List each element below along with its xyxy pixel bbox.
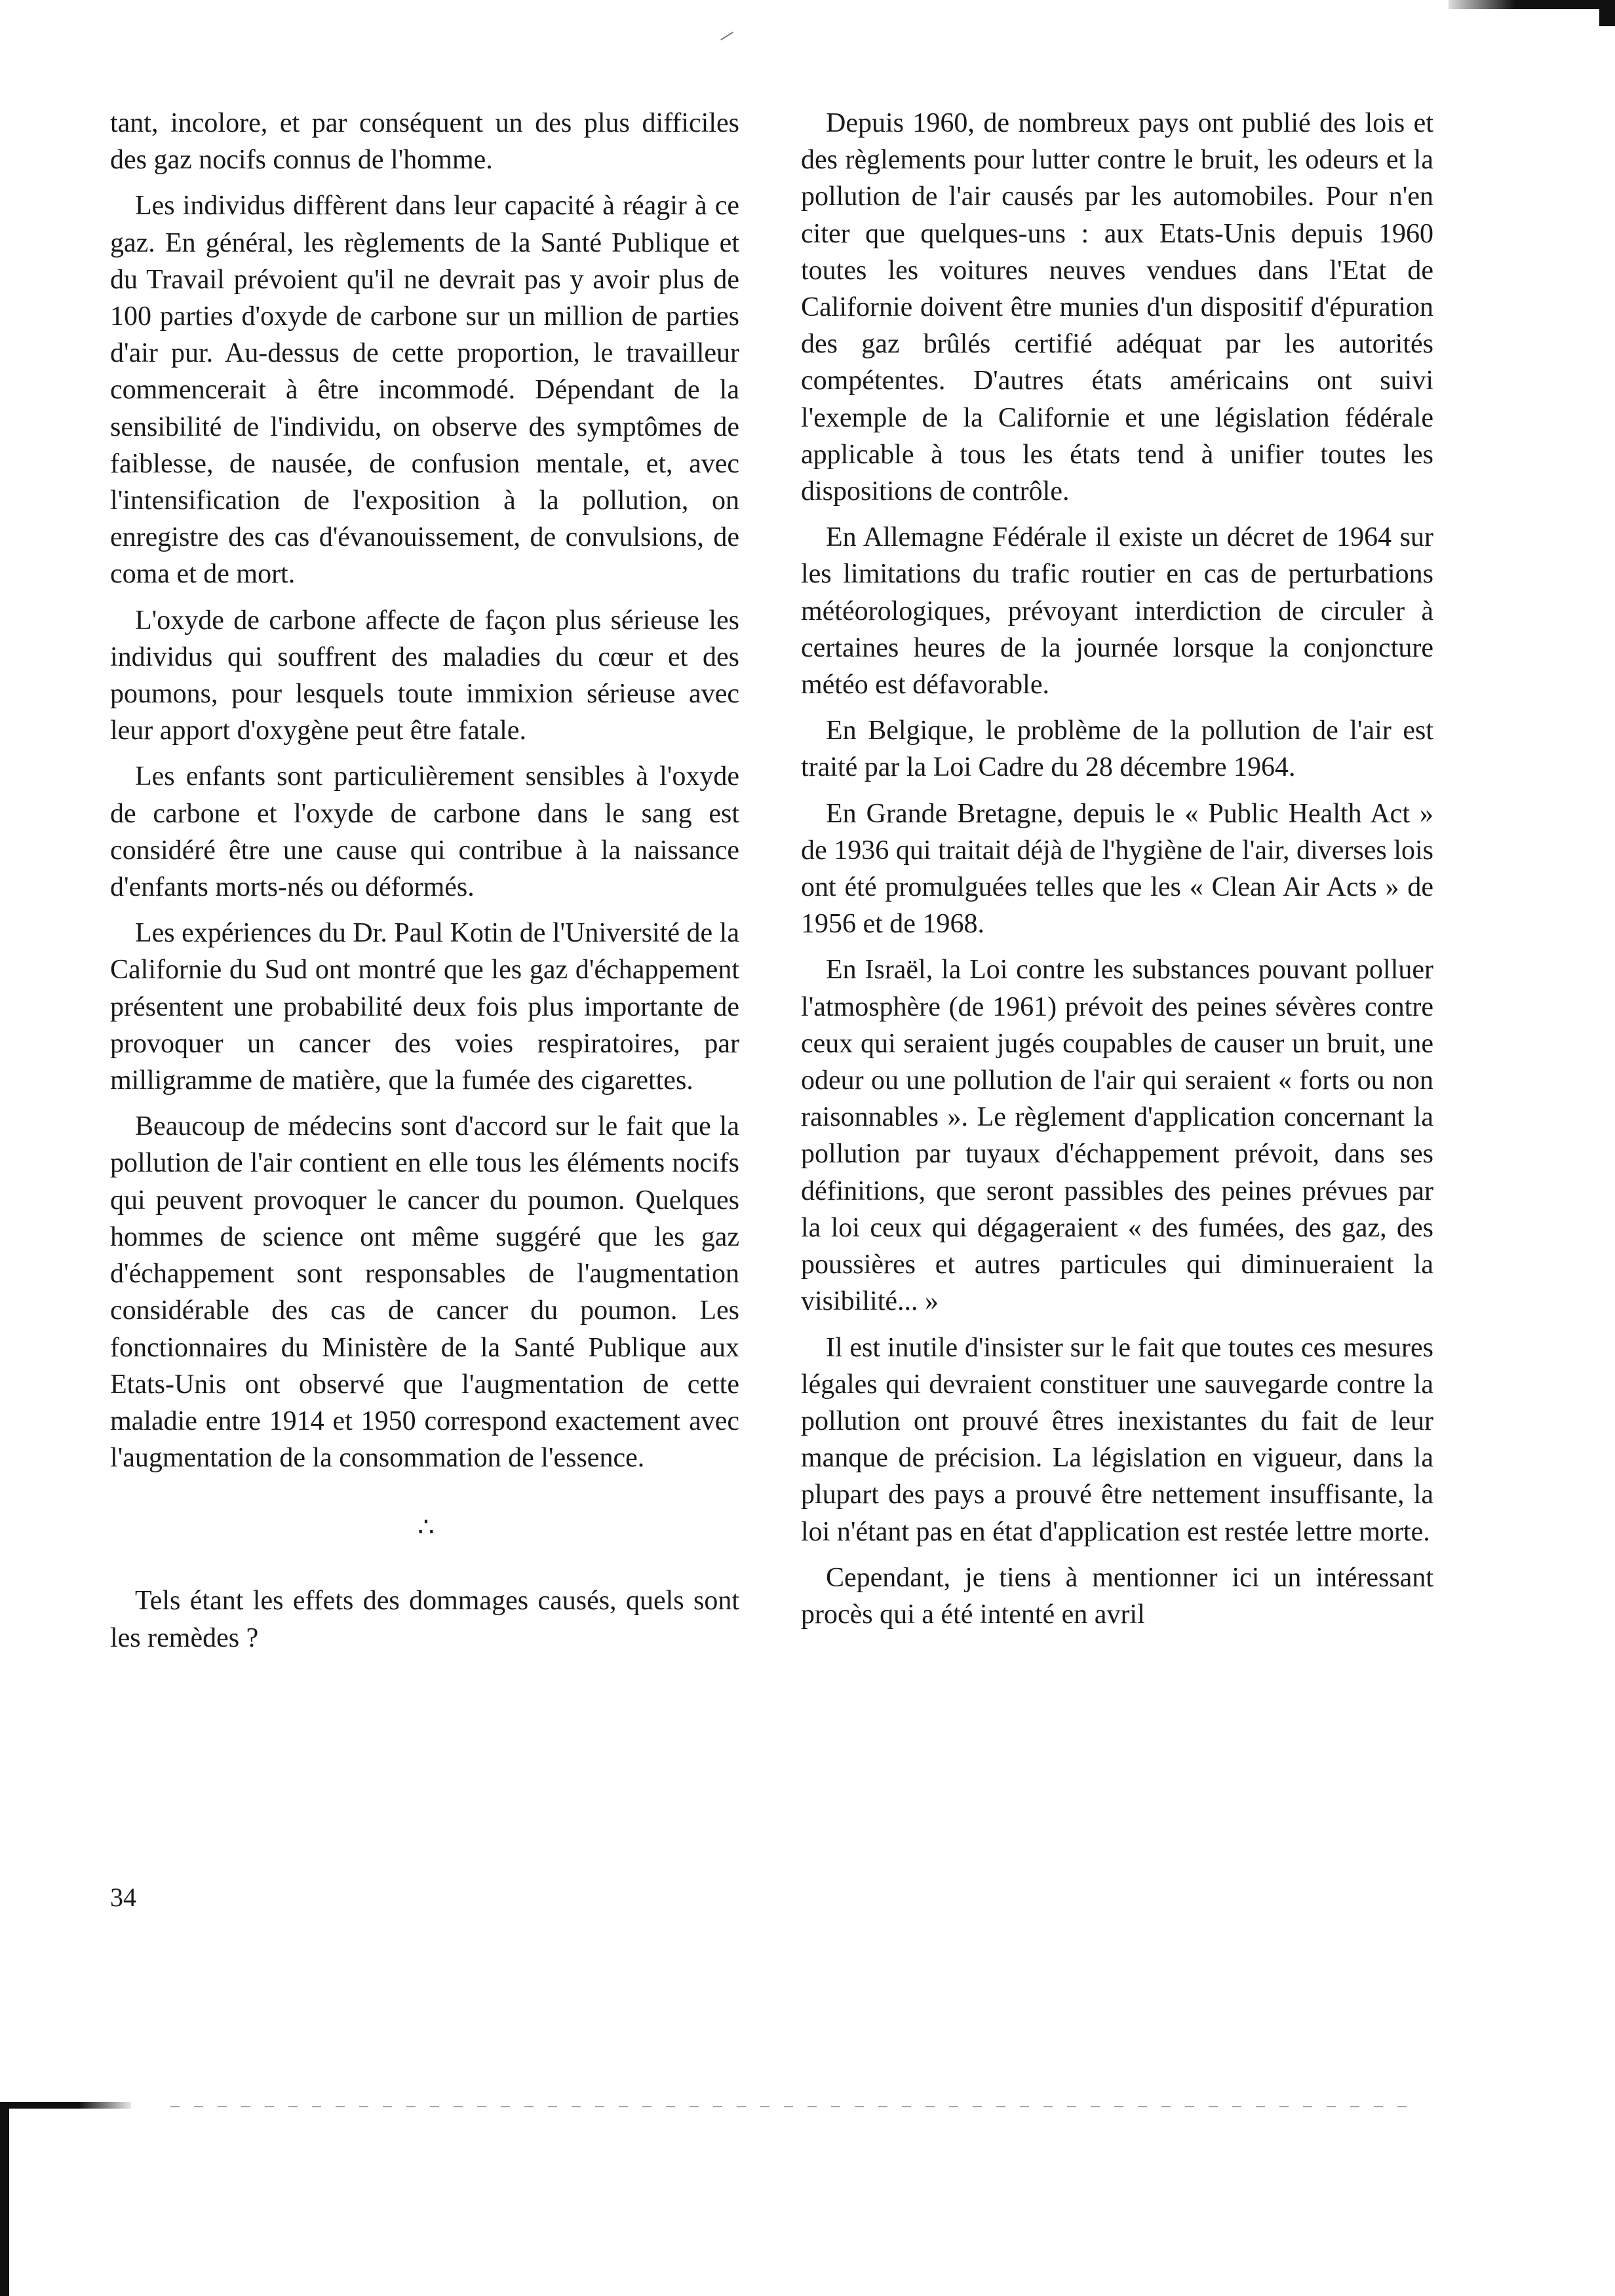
right-column — [801, 105, 1433, 1642]
paragraph: Il est inutile d'insister sur le fait que toutes ces mesures légales qui devraient constituer une sauvegarde contre la pollution ont prouvé êtres inexistantes du fait de leur manque de précision. La législation en vigueur, dans la plupart des pays a prouvé être nettement insuffisante, la loi n'étant pas en état d'application est restée lettre morte. — [801, 1332, 1433, 1547]
paragraph: En Grande Bretagne, depuis le « Public Health Act » de 1936 qui traitait déjà de l'hygiène de l'air, diverses lois ont été promulguées telles que les « Clean Air Acts » de 1956 et de 1968. — [801, 798, 1433, 940]
page-number: 34 — [110, 1883, 136, 1912]
scan-edge-top-right-vertical — [1599, 0, 1615, 26]
scan-edge-bottom-left-horizontal — [0, 2102, 131, 2109]
paragraph: Les individus diffèrent dans leur capacité à réagir à ce gaz. En général, les règlements de la Santé Publique et du Travail prévoient qu'il ne devrait pas y avoir plus de 100 parties d'oxyde de carbone sur un million de parties d'air pur. Au-dessus de cette proportion, le travailleur commencerait à être incommodé. Dépendant de la sensibilité de l'individu, on observe des symptômes de faiblesse, de nausée, de confusion mentale, et, avec l'intensification de l'exposition à la pollution, on enregistre des cas d'évanouissement, de convulsions, de coma et de mort. — [110, 191, 739, 590]
paragraph: Beaucoup de médecins sont d'accord sur le fait que la pollution de l'air contient en elle tous les éléments nocifs qui peuvent provoquer le cancer du poumon. Quelques hommes de science ont même suggéré que les gaz d'échappement sont responsables de l'augmentation considérable des cas de cancer du poumon. Les fonctionnaires du Ministère de la Santé Publique aux Etats-Unis ont observé que l'augmentation de cette maladie entre 1914 et 1950 correspond exactement avec l'augmentation de la consommation de l'essence. — [110, 1111, 739, 1474]
scan-mark-top — [720, 31, 733, 40]
section-separator: ∴ — [418, 1512, 432, 1542]
paragraph: Tels étant les effets des dommages causés, quels sont les remèdes ? — [110, 1586, 739, 1653]
scan-dotted-line-bottom — [170, 2106, 1416, 2107]
paragraph: Depuis 1960, de nombreux pays ont publié des lois et des règlements pour lutter contre le bruit, les odeurs et la pollution de l'air causés par les automobiles. Pour n'en citer que quelques-uns : aux Etats-Unis depuis 1960 toutes les voitures neuves vendues dans l'Etat de Californie doivent être munies d'un dispositif d'épuration des gaz brûlés certifié adéquat par les autorités compétentes. D'autres états américains ont suivi l'exemple de la Californie et une législation fédérale applicable à tous les états tend à unifier toutes les dispositions de contrôle. — [801, 108, 1433, 507]
paragraph: Cependant, je tiens à mentionner ici un intéressant procès qui a été intenté en avril — [801, 1562, 1433, 1630]
scan-edge-bottom-left — [0, 2102, 9, 2296]
paragraph: tant, incolore, et par conséquent un des plus difficiles des gaz nocifs connus de l'homme. — [110, 108, 739, 176]
scan-edge-top-right — [1449, 0, 1615, 9]
paragraph: Les expériences du Dr. Paul Kotin de l'Université de la Californie du Sud ont montré que les gaz d'échappement présentent une probabilité deux fois plus importante de provoquer un cancer des voies respiratoires, par milligramme de matière, que la fumée des cigarettes. — [110, 918, 739, 1096]
paragraph: L'oxyde de carbone affecte de façon plus sérieuse les individus qui souffrent des maladies du cœur et des poumons, pour lesquels toute immixion sérieuse avec leur apport d'oxygène peut être fatale. — [110, 605, 739, 746]
paragraph: En Allemagne Fédérale il existe un décret de 1964 sur les limitations du trafic routier en cas de perturbations météorologiques, prévoyant interdiction de circuler à certaines heures de la journée lorsque la conjoncture météo est défavorable. — [801, 522, 1433, 700]
left-column — [110, 105, 739, 1666]
paragraph: En Israël, la Loi contre les substances pouvant polluer l'atmosphère (de 1961) prévoit des peines sévères contre ceux qui seraient jugés coupables de causer un bruit, une odeur ou une pollution de l'air qui seraient « forts ou non raisonnables ». Le règlement d'application concernant la pollution par tuyaux d'échappement prévoit, dans ses définitions, que seront passibles des peines prévues par la loi ceux qui dégageraient « des fumées, des gaz, des poussières et autres particules qui diminueraient la visibilité... » — [801, 955, 1433, 1317]
paragraph: En Belgique, le problème de la pollution de l'air est traité par la Loi Cadre du 28 décembre 1964. — [801, 716, 1433, 783]
paragraph: Les enfants sont particulièrement sensibles à l'oxyde de carbone et l'oxyde de carbone dans le sang est considéré être une cause qui contribue à la naissance d'enfants morts-nés ou déformés. — [110, 761, 739, 903]
